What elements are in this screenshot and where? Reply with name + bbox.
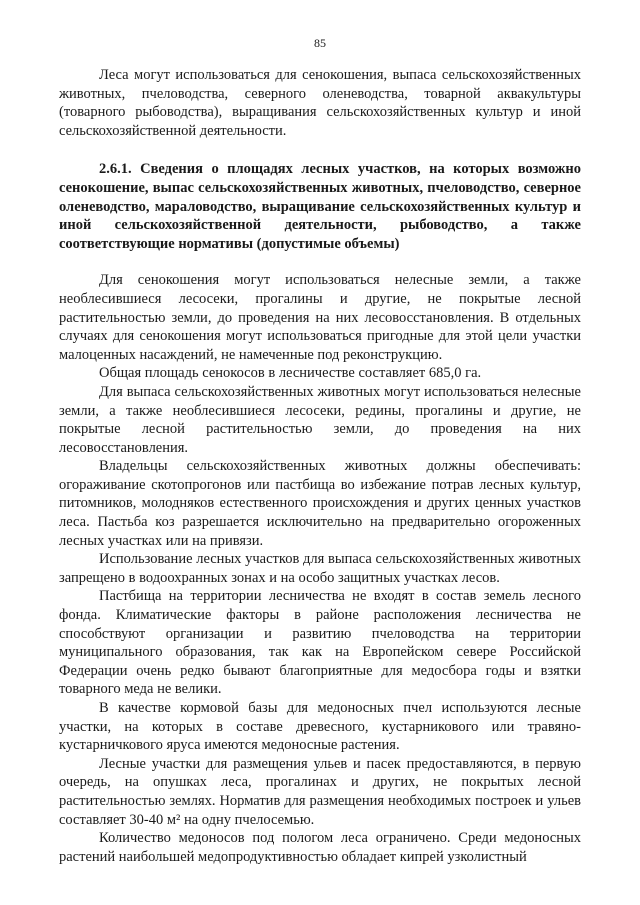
page-number: 85	[314, 36, 326, 50]
page-content	[59, 66, 581, 866]
paragraph-hayfield-area: Общая площадь сенокосов в лесничестве составляет 685,0 га.	[99, 365, 482, 382]
paragraph-pastures-beekeeping: Пастбища на территории лесничества не входят в состав земель лесного фонда. Климатические факторы в районе расположения лесничества не способствуют организации и развитию пчеловодства на территории муниципального образования, так как на Европейском севере Российской Федерации очень редко бывают благоприятные для медосбора годы и взятки товарного меда не велики.	[59, 588, 581, 698]
section-heading: 2.6.1. Сведения о площадях лесных участков, на которых возможно сенокошение, выпас сельскохозяйственных животных, пчеловодство, северное оленеводство, мараловодство, выращивание сельскохозяйственных культур и иной сельскохозяйственной деятельности, рыбоводство, а также соответствующие нормативы (допустимые объемы)	[59, 161, 581, 252]
paragraph-apiary-plots: Лесные участки для размещения ульев и пасек предоставляются, в первую очередь, на опушках леса, прогалинах и других, не покрытых лесной растительностью землях. Норматив для размещения необходимых построек и ульев составляет 30-40 м² на одну пчелосемью.	[59, 755, 581, 828]
paragraph-haymaking: Для сенокошения могут использоваться нелесные земли, а также необлесившиеся лесосеки, прогалины и другие, не покрытые лесной растительностью земли, до проведения на них лесовосстановления. В отдельных случаях для сенокошения могут использоваться пригодные для этой цели участки малоценных насаждений, не намеченные под реконструкцию.	[59, 272, 581, 363]
paragraph-grazing: Для выпаса сельскохозяйственных животных могут использоваться нелесные земли, а также необлесившиеся лесосеки, редины, прогалины и другие, не покрытые лесной растительностью земли, до проведения на них лесовосстановления.	[59, 383, 581, 456]
paragraph-livestock-owners: Владельцы сельскохозяйственных животных должны обеспечивать: огораживание скотопрогонов или пастбища во избежание потрав лесных культур, питомников, молодняков естественного происхождения и других ценных участков леса. Пастьба коз разрешается исключительно на предварительно огороженных лесных участках или на привязи.	[59, 458, 581, 549]
intro-paragraph: Леса могут использоваться для сенокошения, выпаса сельскохозяйственных животных, пчеловодства, северного оленеводства, товарной аквакультуры (товарного рыбоводства), выращивания сельскохозяйственных культур и иной сельскохозяйственной деятельности.	[59, 67, 581, 139]
paragraph-honey-plants: Количество медоносов под пологом леса ограничено. Среди медоносных растений наибольшей медопродуктивностью обладает кипрей узколистный	[59, 830, 581, 865]
paragraph-forage-base: В качестве кормовой базы для медоносных пчел используются лесные участки, на которых в составе древесного, кустарникового или травяно-кустарничкового яруса имеются медоносные растения.	[59, 700, 581, 754]
paragraph-grazing-prohibition: Использование лесных участков для выпаса сельскохозяйственных животных запрещено в водоохранных зонах и на особо защитных участках лесов.	[59, 551, 581, 586]
